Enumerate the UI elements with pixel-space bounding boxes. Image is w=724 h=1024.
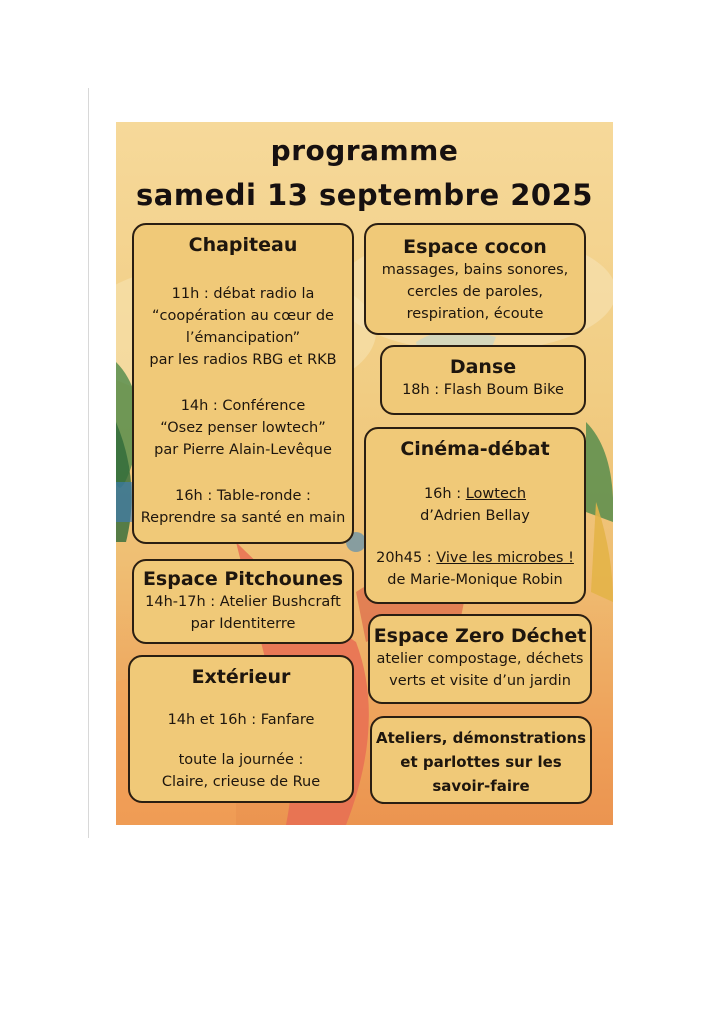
cinema-film1-director: d’Adrien Bellay: [420, 508, 530, 524]
ateliers-line: savoir-faire: [432, 777, 530, 795]
exterieur-line: toute la journée :: [178, 752, 304, 768]
cinema-film2-director: de Marie-Monique Robin: [387, 572, 563, 588]
cinema-film2-time: 20h45 :: [376, 550, 437, 566]
chapiteau-line: 16h : Table-ronde :: [175, 488, 311, 504]
zerodechet-heading: Espace Zero Déchet: [373, 625, 587, 647]
poster-date: samedi 13 septembre 2025: [136, 178, 593, 212]
cinema-film1-title: Lowtech: [465, 486, 527, 502]
ateliers-box: [370, 716, 592, 804]
cinema-box: [364, 427, 586, 604]
chapiteau-line: 11h : débat radio la: [171, 286, 315, 302]
chapiteau-line: par Pierre Alain-Levêque: [154, 442, 332, 458]
zerodechet-line: verts et visite d’un jardin: [389, 673, 571, 689]
cocon-line: massages, bains sonores,: [381, 262, 569, 278]
cinema-film2-title: Vive les microbes !: [436, 550, 574, 566]
pitchounes-line: par Identiterre: [190, 616, 296, 632]
zerodechet-box: [368, 614, 592, 704]
cinema-heading: Cinéma-débat: [400, 438, 550, 460]
cinema-film1-time: 16h :: [423, 486, 466, 502]
chapiteau-line: “coopération au cœur de: [152, 308, 334, 324]
pitchounes-line: 14h-17h : Atelier Bushcraft: [145, 594, 341, 610]
chapiteau-box: [132, 223, 354, 544]
exterieur-line: 14h et 16h : Fanfare: [167, 712, 315, 728]
chapiteau-line: “Osez penser lowtech”: [160, 420, 326, 436]
cinema-film2: [366, 547, 584, 569]
pitchounes-box: [132, 559, 354, 644]
cocon-box: [364, 223, 586, 335]
event-poster: [116, 122, 613, 825]
chapiteau-line: Reprendre sa santé en main: [140, 510, 346, 526]
chapiteau-line: l’émancipation”: [185, 330, 301, 346]
poster-title: programme: [270, 134, 459, 167]
exterieur-line: Claire, crieuse de Rue: [161, 774, 321, 790]
chapiteau-heading: Chapiteau: [188, 234, 298, 256]
danse-line: 18h : Flash Boum Bike: [402, 382, 564, 398]
chapiteau-line: 14h : Conférence: [180, 398, 306, 414]
ateliers-line: et parlottes sur les: [400, 753, 562, 771]
cocon-line: cercles de paroles,: [406, 284, 544, 300]
danse-heading: Danse: [449, 356, 517, 378]
cinema-film1: [366, 483, 584, 505]
exterieur-box: [128, 655, 354, 803]
page-margin-line: [88, 88, 89, 838]
pitchounes-heading: Espace Pitchounes: [142, 568, 344, 590]
ateliers-line: Ateliers, démonstrations: [375, 729, 587, 747]
cocon-heading: Espace cocon: [403, 236, 547, 258]
chapiteau-line: par les radios RBG et RKB: [149, 352, 337, 368]
cocon-line: respiration, écoute: [406, 306, 544, 322]
danse-box: [380, 345, 586, 415]
zerodechet-line: atelier compostage, déchets: [376, 651, 584, 667]
exterieur-heading: Extérieur: [191, 666, 291, 688]
